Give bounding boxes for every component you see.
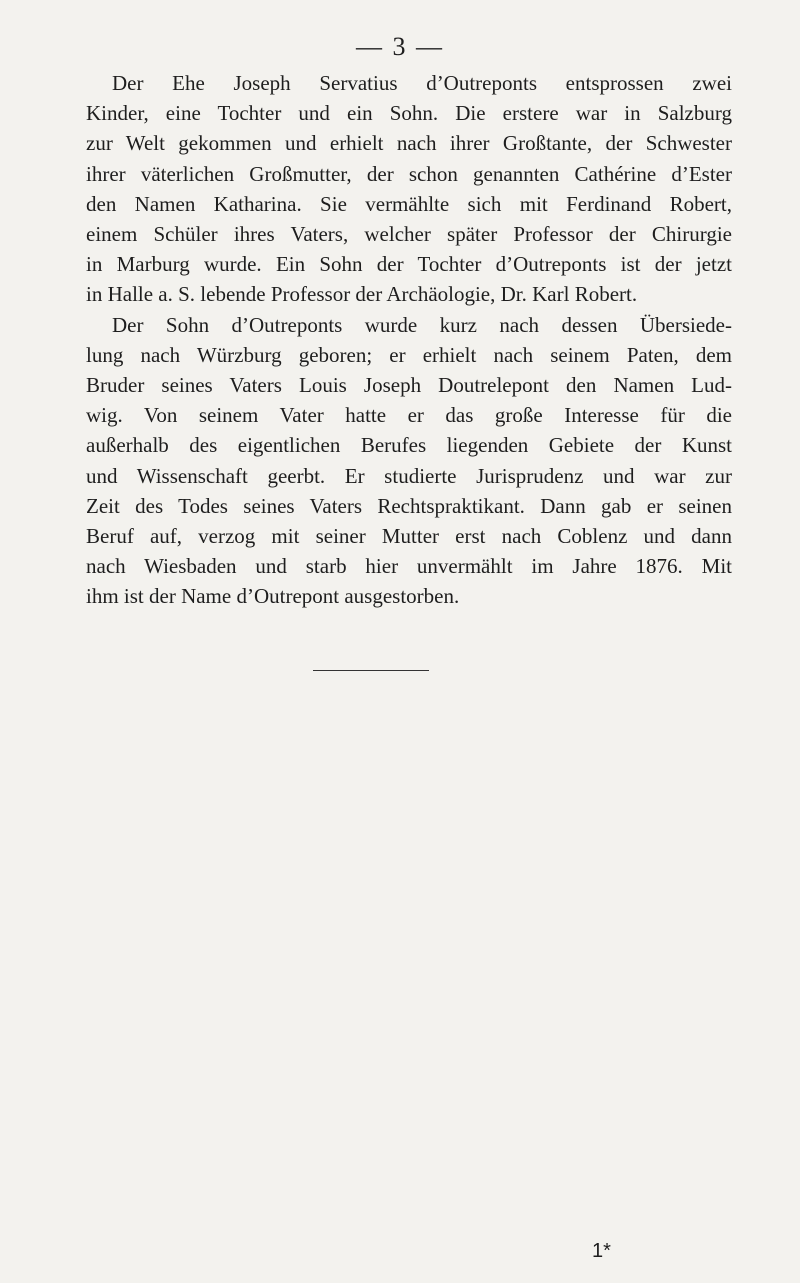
text-line: Bruder seines Vaters Louis Joseph Doutrelepont den Namen Lud- <box>86 373 732 398</box>
text-line: Der Ehe Joseph Servatius d’Outreponts entsprossen zwei <box>112 71 732 95</box>
text-line: in Marburg wurde. Ein Sohn der Tochter d’Outreponts ist der jetzt <box>86 252 732 277</box>
text-line: Beruf auf, verzog mit seiner Mutter erst nach Coblenz und dann <box>86 524 732 549</box>
text-line: zur Welt gekommen und erhielt nach ihrer Großtante, der Schwester <box>86 131 732 156</box>
text-line: außerhalb des eigentlichen Berufes liegenden Gebiete der Kunst <box>86 433 732 458</box>
signature-mark: 1* <box>592 1240 611 1262</box>
section-divider <box>313 670 429 671</box>
text-line: den Namen Katharina. Sie vermählte sich mit Ferdinand Robert, <box>86 191 732 216</box>
body-text <box>86 68 732 612</box>
page-number: — 3 — <box>356 32 444 61</box>
text-line: ihm ist der Name d’Outrepont ausgestorben. <box>86 584 460 609</box>
text-line: lung nach Würzburg geboren; er erhielt nach seinem Paten, dem <box>86 342 732 367</box>
text-line: Zeit des Todes seines Vaters Rechtspraktikant. Dann gab er seinen <box>86 493 732 518</box>
text-line: Der Sohn d’Outreponts wurde kurz nach dessen Übersiede- <box>112 312 732 337</box>
paragraph-2 <box>86 310 732 612</box>
text-line: einem Schüler ihres Vaters, welcher später Professor der Chirurgie <box>86 222 732 247</box>
text-line: wig. Von seinem Vater hatte er das große Interesse für die <box>86 403 732 428</box>
text-line: in Halle a. S. lebende Professor der Archäologie, Dr. Karl Robert. <box>86 282 638 307</box>
paragraph-1 <box>86 68 732 310</box>
text-line: nach Wiesbaden und starb hier unvermählt im Jahre 1876. Mit <box>86 554 732 579</box>
text-line: Kinder, eine Tochter und ein Sohn. Die erstere war in Salzburg <box>86 101 732 126</box>
text-line: und Wissenschaft geerbt. Er studierte Jurisprudenz und war zur <box>86 463 732 488</box>
text-line: ihrer väterlichen Großmutter, der schon genannten Cathérine d’Ester <box>86 161 732 186</box>
